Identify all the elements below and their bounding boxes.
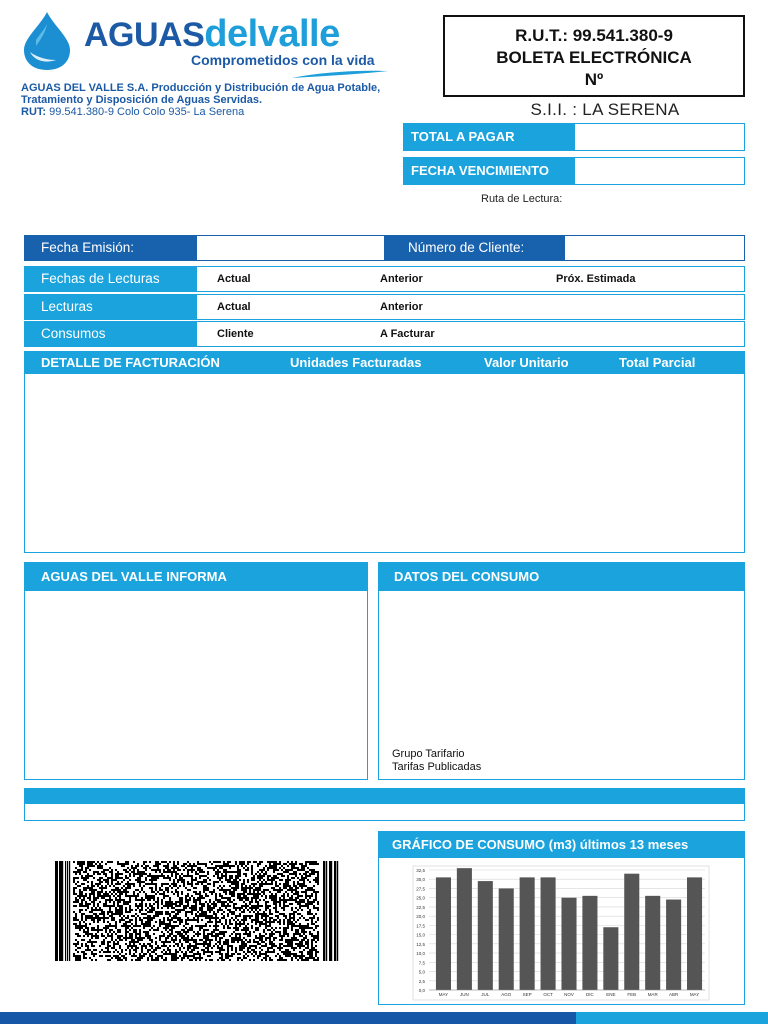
company-description-2: Tratamiento y Disposición de Aguas Servidas. xyxy=(21,94,263,106)
row-fechas-lecturas xyxy=(24,266,745,292)
row-consumos xyxy=(24,321,745,347)
company-description-1: AGUAS DEL VALLE S.A. Producción y Distribución de Agua Potable, xyxy=(21,82,381,94)
fecha-anterior-label: Anterior xyxy=(380,273,423,285)
chart-bar xyxy=(457,868,472,990)
chart-x-tick-label: SEP xyxy=(522,992,532,997)
tarifas-publicadas-label: Tarifas Publicadas xyxy=(392,761,482,773)
document-number-label: Nº xyxy=(584,70,604,89)
numero-cliente-label: Número de Cliente: xyxy=(384,236,565,260)
fecha-emision-label: Fecha Emisión: xyxy=(25,236,197,260)
total-a-pagar-label: TOTAL A PAGAR xyxy=(404,124,575,150)
aguas-informa-section xyxy=(24,562,368,780)
chart-y-tick-label: 15,0 xyxy=(416,932,425,938)
chart-x-tick-label: JUL xyxy=(481,992,490,997)
row-lecturas xyxy=(24,294,745,320)
chart-y-tick-label: 0,0 xyxy=(418,988,425,993)
fecha-vencimiento-box xyxy=(403,157,745,185)
chart-y-tick-label: 25,0 xyxy=(416,895,425,901)
chart-y-tick-label: 5,0 xyxy=(418,969,425,975)
lecturas-label: Lecturas xyxy=(25,295,197,319)
consumo-cliente-label: Cliente xyxy=(217,328,254,340)
chart-y-tick-label: 27,5 xyxy=(416,886,425,892)
ruta-lectura-label: Ruta de Lectura: xyxy=(481,193,563,205)
chart-x-tick-label: FEB xyxy=(627,992,637,997)
chart-x-tick-label: ENE xyxy=(606,992,616,997)
chart-y-tick-label: 10,0 xyxy=(416,951,425,957)
lectura-actual-label: Actual xyxy=(217,301,251,313)
chart-x-tick-label: DIC xyxy=(586,992,594,997)
aguas-informa-title: AGUAS DEL VALLE INFORMA xyxy=(25,563,367,591)
datos-consumo-title: DATOS DEL CONSUMO xyxy=(379,563,744,591)
chart-y-tick-label: 30,0 xyxy=(416,877,425,883)
grafico-title: GRÁFICO DE CONSUMO (m3) últimos 13 meses xyxy=(379,832,744,858)
chart-x-tick-label: NOV xyxy=(564,992,574,997)
detalle-title: DETALLE DE FACTURACIÓN xyxy=(41,355,220,370)
chart-y-tick-label: 12,5 xyxy=(416,941,425,947)
logo-drop-icon xyxy=(20,10,74,72)
footer-bar-dark xyxy=(0,1012,576,1024)
chart-y-tick-label: 17,5 xyxy=(416,923,425,929)
rut-box xyxy=(443,15,745,97)
chart-bar xyxy=(499,888,514,990)
chart-x-tick-label: MAY xyxy=(689,992,700,997)
fecha-vencimiento-label: FECHA VENCIMIENTO xyxy=(404,158,575,184)
total-a-pagar-box xyxy=(403,123,745,151)
unidades-facturadas-header: Unidades Facturadas xyxy=(290,355,422,370)
company-address: RUT: 99.541.380-9 Colo Colo 935- La Serena xyxy=(21,106,245,118)
chart-x-tick-label: MAY xyxy=(438,992,449,997)
message-strip-header xyxy=(25,789,744,804)
chart-bar xyxy=(666,900,681,990)
chart-bar xyxy=(582,896,597,990)
grupo-tarifario-label: Grupo Tarifario xyxy=(392,748,465,760)
chart-x-tick-label: AGO xyxy=(501,992,512,997)
detalle-header xyxy=(25,352,744,374)
chart-y-tick-label: 22,5 xyxy=(416,904,425,910)
chart-bar xyxy=(603,927,618,990)
chart-bar xyxy=(541,877,556,990)
message-strip xyxy=(24,788,745,821)
chart-x-tick-label: MAR xyxy=(647,992,658,997)
chart-y-tick-label: 7,5 xyxy=(418,960,425,966)
datos-consumo-section xyxy=(378,562,745,780)
barcode-image xyxy=(55,861,340,961)
consumo-facturar-label: A Facturar xyxy=(380,328,435,340)
chart-bar xyxy=(561,898,576,990)
chart-bar xyxy=(687,877,702,990)
fecha-proxima-label: Próx. Estimada xyxy=(556,273,636,285)
footer-bar-light xyxy=(576,1012,768,1024)
chart-y-tick-label: 32,5 xyxy=(416,868,425,873)
chart-bar xyxy=(645,896,660,990)
chart-bar xyxy=(478,881,493,990)
chart-y-tick-label: 20,0 xyxy=(416,914,425,920)
grafico-consumo-section xyxy=(378,831,745,1005)
chart-x-tick-label: JUN xyxy=(460,992,469,997)
detalle-facturacion-section xyxy=(24,351,745,553)
rut-number: R.U.T.: 99.541.380-9 xyxy=(515,26,673,45)
chart-bar xyxy=(624,874,639,990)
chart-x-tick-label: OCT xyxy=(543,992,553,997)
logo-slogan: Comprometidos con la vida xyxy=(191,52,375,68)
chart-x-tick-label: ABR xyxy=(668,992,679,997)
document-type: BOLETA ELECTRÓNICA xyxy=(496,48,692,67)
valor-unitario-header: Valor Unitario xyxy=(484,355,569,370)
consumos-label: Consumos xyxy=(25,322,197,346)
total-parcial-header: Total Parcial xyxy=(619,355,696,370)
chart-bar xyxy=(520,877,535,990)
logo-swoosh-icon xyxy=(290,68,390,80)
sii-office: S.I.I. : LA SERENA xyxy=(530,100,680,119)
consumo-chart xyxy=(387,862,727,1002)
chart-y-tick-label: 2,5 xyxy=(418,978,425,984)
chart-bar xyxy=(436,877,451,990)
logo-wordmark: AGUASdelvalle xyxy=(84,13,340,55)
lectura-anterior-label: Anterior xyxy=(380,301,423,313)
row-fecha-emision xyxy=(24,235,745,261)
fechas-lecturas-label: Fechas de Lecturas xyxy=(25,267,197,291)
fecha-actual-label: Actual xyxy=(217,273,251,285)
